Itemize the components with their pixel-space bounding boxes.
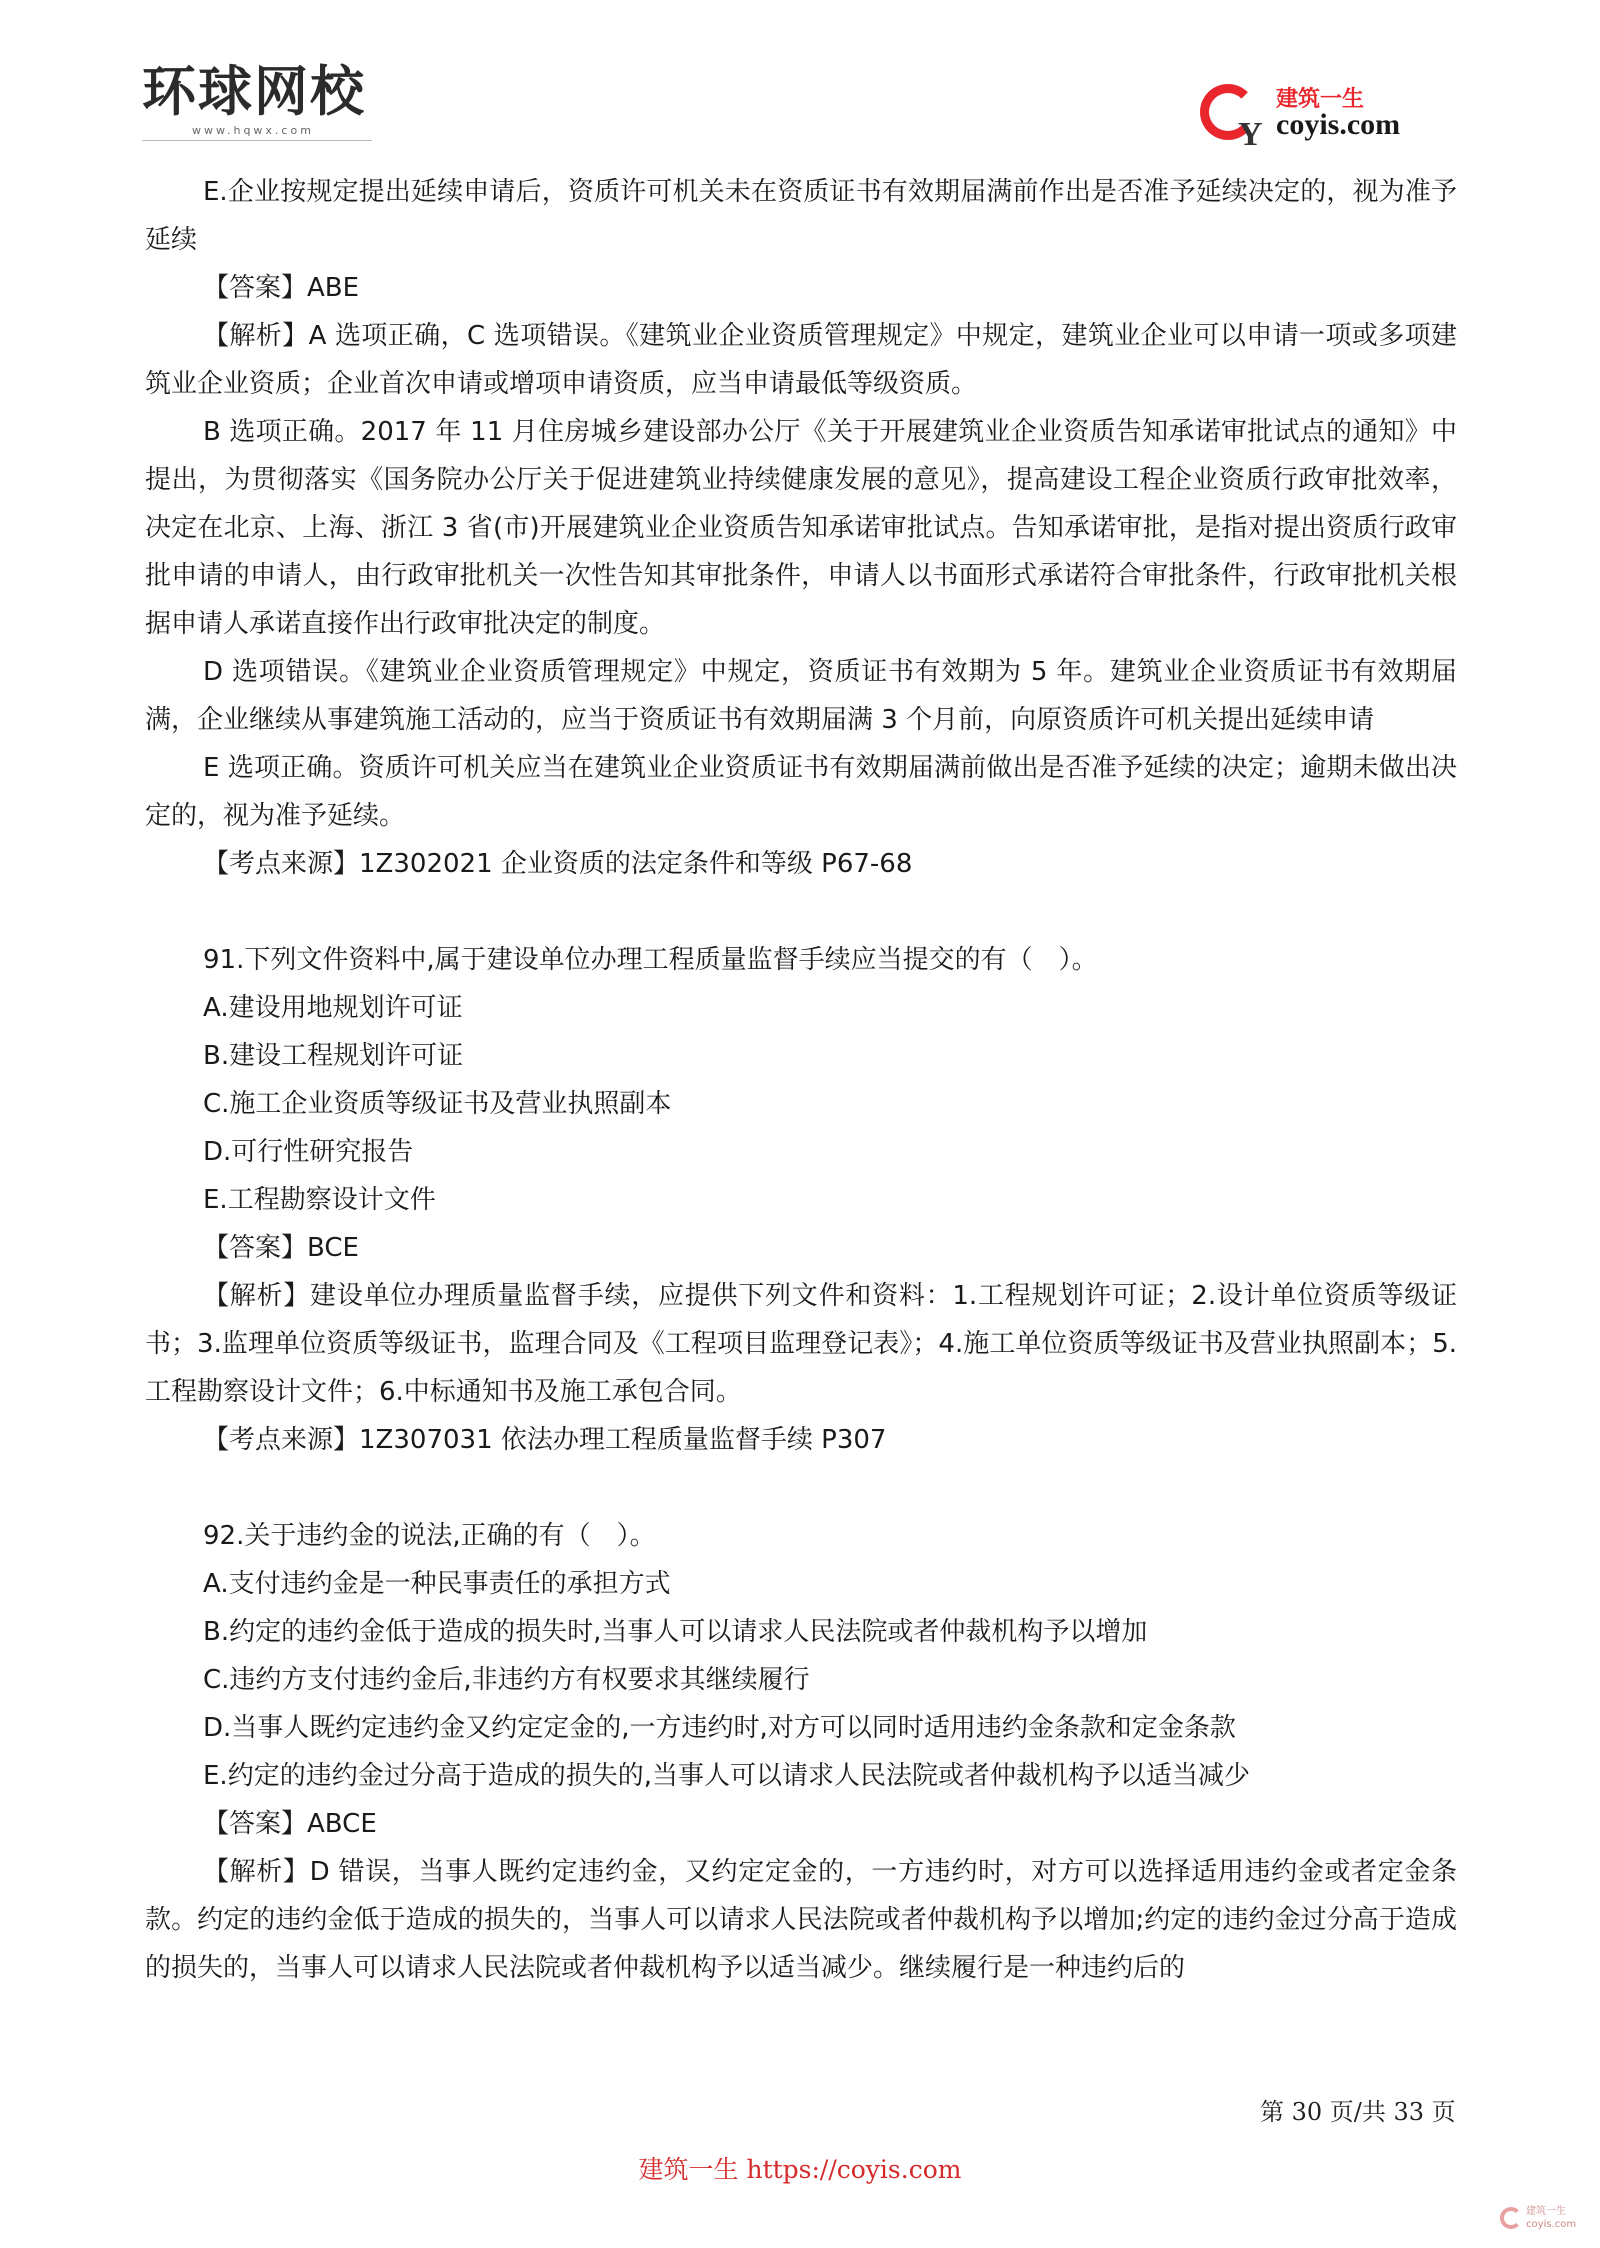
paragraph: 【答案】BCE — [203, 1233, 359, 1263]
coyis-logo-cn: 建筑一生 — [1276, 87, 1365, 112]
paragraph: 【解析】建设单位办理质量监督手续，应提供下列文件和资料：1.工程规划许可证；2.设计单位资质等级证书；3.监理单位资质等级证书，监理合同及《工程项目监理登记表》；4.施工单位资质等级证书及营业执照副本；5.工程勘察设计文件；6.中标通知书及施工承包合同。 — [145, 1281, 1457, 1407]
footer-link[interactable]: 建筑一生 https://coyis.com — [638, 2155, 962, 2184]
paragraph-gap — [145, 1464, 1457, 1512]
document-body — [145, 168, 1457, 1992]
paragraph: 【考点来源】1Z307031 依法办理工程质量监督手续 P307 — [203, 1425, 887, 1455]
paragraph: E.企业按规定提出延续申请后，资质许可机关未在资质证书有效期届满前作出是否准予延续决定的，视为准予延续 — [145, 177, 1457, 255]
paragraph: D 选项错误。《建筑业企业资质管理规定》中规定，资质证书有效期为 5 年。建筑业企业资质证书有效期届满，企业继续从事建筑施工活动的，应当于资质证书有效期届满 3 个月前，向原资质许可机关提出延续申请 — [145, 657, 1457, 735]
paragraph: D.可行性研究报告 — [203, 1137, 414, 1167]
paragraph: B.建设工程规划许可证 — [203, 1041, 464, 1071]
watermark-text: 建筑一生 coyis.com — [1526, 2206, 1577, 2230]
paragraph: A.建设用地规划许可证 — [203, 993, 463, 1023]
paragraph: 【答案】ABCE — [203, 1809, 377, 1839]
paragraph: E.约定的违约金过分高于造成的损失的,当事人可以请求人民法院或者仲裁机构予以适当减少 — [203, 1761, 1250, 1791]
paragraph-gap — [145, 888, 1457, 936]
coyis-logo — [1200, 80, 1460, 155]
header-divider — [142, 140, 372, 141]
paragraph: 【考点来源】1Z302021 企业资质的法定条件和等级 P67-68 — [203, 849, 913, 879]
hqwx-logo — [142, 62, 366, 137]
paragraph: A.支付违约金是一种民事责任的承担方式 — [203, 1569, 671, 1599]
paragraph: E 选项正确。资质许可机关应当在建筑业企业资质证书有效期届满前做出是否准予延续的决定；逾期未做出决定的，视为准予延续。 — [145, 753, 1457, 831]
paragraph: B 选项正确。2017 年 11 月住房城乡建设部办公厅《关于开展建筑业企业资质告知承诺审批试点的通知》中提出，为贯彻落实《国务院办公厅关于促进建筑业持续健康发展的意见》，提高建设工程企业资质行政审批效率，决定在北京、上海、浙江 3 省(市)开展建筑业企业资质告知承诺审批试点。告知承诺审批，是指对提出资质行政审批申请的申请人，由行政审批机关一次性告知其审批条件，申请人以书面形式承诺符合审批条件，行政审批机关根据申请人承诺直接作出行政审批决定的制度。 — [145, 417, 1457, 639]
coyis-logo-url: coyis.com — [1276, 108, 1401, 141]
y-logo-icon: Y — [1238, 116, 1263, 153]
paragraph: C.违约方支付违约金后,非违约方有权要求其继续履行 — [203, 1665, 810, 1695]
paragraph: 【解析】A 选项正确，C 选项错误。《建筑业企业资质管理规定》中规定，建筑业企业可以申请一项或多项建筑业企业资质；企业首次申请或增项申请资质，应当申请最低等级资质。 — [145, 321, 1457, 399]
paragraph: 【解析】D 错误，当事人既约定违约金，又约定定金的，一方违约时，对方可以选择适用违约金或者定金条款。约定的违约金低于造成的损失的，当事人可以请求人民法院或者仲裁机构予以增加;约定的违约金过分高于造成的损失的，当事人可以请求人民法院或者仲裁机构予以适当减少。继续履行是一种违约后的 — [145, 1857, 1457, 1983]
paragraph: 91.下列文件资料中,属于建设单位办理工程质量监督手续应当提交的有（ ）。 — [203, 945, 1098, 975]
watermark — [1500, 2205, 1582, 2235]
paragraph: E.工程勘察设计文件 — [203, 1185, 436, 1215]
paragraph: 【答案】ABE — [203, 273, 360, 303]
hqwx-logo-text: 环球网校 — [142, 60, 366, 123]
paragraph: 92.关于违约金的说法,正确的有（ ）。 — [203, 1521, 656, 1551]
paragraph: D.当事人既约定违约金又约定定金的,一方违约时,对方可以同时适用违约金条款和定金条款 — [203, 1713, 1236, 1743]
page-number: 第 30 页/共 33 页 — [1260, 2098, 1456, 2126]
paragraph: C.施工企业资质等级证书及营业执照副本 — [203, 1089, 672, 1119]
hqwx-logo-sub: www.hqwx.com — [192, 124, 314, 137]
page-header — [0, 0, 1600, 160]
watermark-c-icon — [1500, 2207, 1522, 2229]
paragraph: B.约定的违约金低于造成的损失时,当事人可以请求人民法院或者仲裁机构予以增加 — [203, 1617, 1148, 1647]
